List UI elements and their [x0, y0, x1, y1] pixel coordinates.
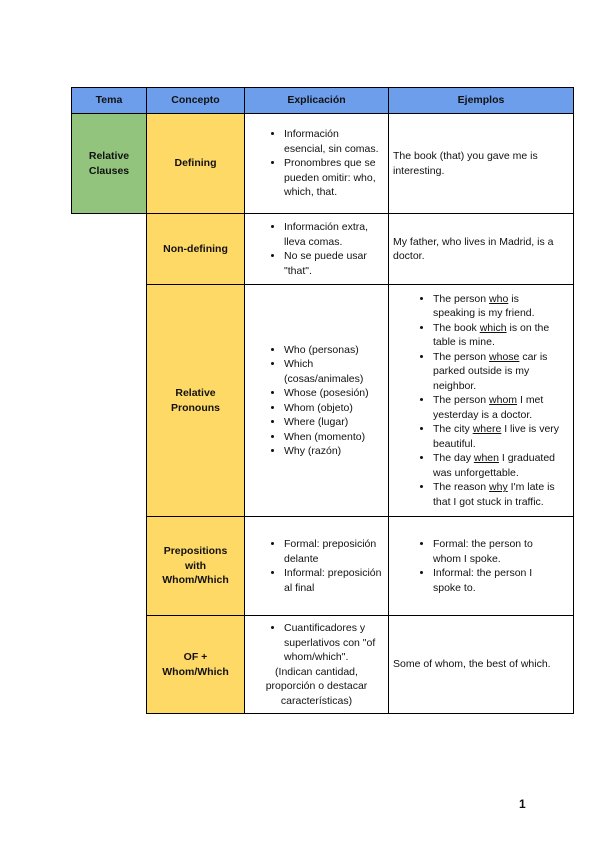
list-item: • Who (personas) — [284, 343, 382, 358]
explicacion-cell — [245, 114, 389, 214]
example-text: is on the table is mine. — [433, 321, 550, 349]
concepto-cell — [147, 285, 245, 517]
table-row — [72, 517, 574, 616]
empty-tema-cell — [72, 285, 147, 517]
example-pronoun: which — [479, 321, 507, 334]
explicacion-list — [245, 343, 388, 459]
example-text: The reason — [433, 481, 490, 494]
header-row — [72, 88, 574, 114]
header-tema: Tema — [72, 88, 147, 114]
header-ejemplos: Ejemplos — [389, 88, 574, 114]
list-item: • Información esencial, sin comas. — [284, 127, 382, 156]
list-item — [433, 292, 561, 321]
example-text: The book — [433, 321, 480, 334]
example-text: is speaking is my friend. — [433, 292, 535, 320]
ejemplos-list — [393, 292, 567, 510]
list-item — [433, 422, 561, 451]
header-concepto: Concepto — [147, 88, 245, 114]
list-item: • No se puede usar "that". — [284, 249, 382, 278]
list-item: • Informal: preposición al final — [284, 566, 382, 595]
explicacion-cell — [245, 616, 389, 714]
explicacion-list — [245, 220, 388, 278]
example-text: The person — [433, 292, 490, 305]
example-pronoun: why — [489, 481, 508, 494]
concepto-label: Prepositions with Whom/Which — [162, 545, 229, 587]
explicacion-list — [245, 127, 388, 200]
empty-tema-cell — [72, 616, 147, 714]
list-item: • Pronombres que se pueden omitir: who, which, that. — [284, 156, 382, 200]
ejemplos-list — [393, 537, 567, 595]
concepto-cell — [147, 517, 245, 616]
table-row — [72, 214, 574, 285]
list-item — [433, 350, 561, 394]
example-text: The person — [433, 350, 490, 363]
example-pronoun: when — [473, 452, 499, 465]
explicacion-cell — [245, 285, 389, 517]
list-item: • Cuantificadores y superlativos con "of whom/which". — [284, 621, 382, 665]
list-item: • Información extra, lleva comas. — [284, 220, 382, 249]
list-item: • Why (razón) — [284, 444, 382, 459]
explicacion-list — [245, 537, 388, 595]
example-text: I live is very beautiful. — [433, 423, 560, 450]
example-text: I'm late is that I got stuck in traffic. — [433, 481, 555, 508]
empty-tema-cell — [72, 214, 147, 285]
example-text: The person — [433, 394, 490, 407]
header-explicacion: Explicación — [245, 88, 389, 114]
explicacion-cell — [245, 214, 389, 285]
ejemplos-cell — [389, 285, 574, 517]
example-pronoun: whom — [489, 394, 518, 407]
concepto-cell — [147, 616, 245, 714]
concepto-cell: Non-defining — [147, 214, 245, 285]
example-text: I graduated was unforgettable. — [433, 452, 556, 479]
list-item — [433, 393, 561, 422]
list-item: • Informal: the person I spoke to. — [433, 566, 561, 595]
example-pronoun: whose — [489, 350, 520, 363]
explicacion-note: (Indican cantidad, proporción o destacar características) — [265, 665, 368, 707]
concepto-cell: Defining — [147, 114, 245, 214]
list-item — [433, 480, 561, 509]
example-pronoun: where — [472, 423, 502, 436]
list-item: • Formal: preposición delante — [284, 537, 382, 566]
tema-label: Relative Clauses — [88, 150, 130, 177]
concepto-label: OF + Whom/Which — [162, 651, 229, 678]
list-item: • Where (lugar) — [284, 415, 382, 430]
example-pronoun: who — [489, 292, 509, 305]
list-item: • Whose (posesión) — [284, 386, 382, 401]
example-text: The city — [433, 423, 473, 436]
table-row — [72, 114, 574, 214]
list-item: • When (momento) — [284, 430, 382, 445]
concepto-label: Relative Pronouns — [171, 387, 220, 414]
example-text: The day — [433, 452, 474, 465]
tema-cell — [72, 114, 147, 214]
example-text: I met yesterday is a doctor. — [433, 394, 544, 421]
table-row — [72, 285, 574, 517]
table-row — [72, 616, 574, 714]
explicacion-list — [245, 621, 388, 665]
ejemplo-cell: My father, who lives in Madrid, is a doctor. — [389, 214, 574, 285]
list-item: • Whom (objeto) — [284, 401, 382, 416]
ejemplos-cell — [389, 517, 574, 616]
example-text: car is parked outside is my neighbor. — [433, 350, 548, 392]
ejemplo-cell: The book (that) you gave me is interesting. — [389, 114, 574, 214]
list-item — [433, 321, 561, 350]
list-item — [433, 451, 561, 480]
list-item: • Which (cosas/animales) — [284, 357, 382, 386]
list-item: • Formal: the person to whom I spoke. — [433, 537, 561, 566]
page-number: 1 — [519, 797, 526, 811]
grammar-table — [71, 87, 574, 714]
empty-tema-cell — [72, 517, 147, 616]
explicacion-cell — [245, 517, 389, 616]
ejemplo-cell: Some of whom, the best of which. — [389, 616, 574, 714]
